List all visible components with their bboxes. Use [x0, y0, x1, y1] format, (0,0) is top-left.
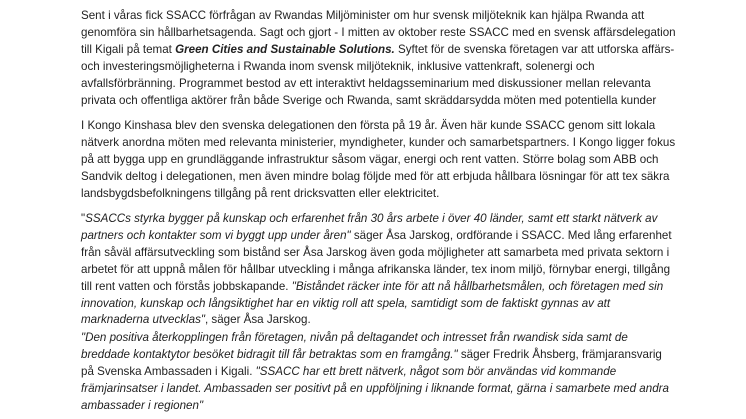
text-run: privata och offentliga aktörer från både Sverige och Rwanda, samt skräddarsydda möten med potentiella kunder — [81, 93, 657, 107]
italic-text-run: marknaderna utvecklas" — [81, 313, 205, 327]
text-run: till rent vatten och förstås jobbskapande. — [81, 279, 292, 293]
italic-text-run: partners och kontakter som vi byggt upp under åren" — [81, 228, 351, 242]
text-line — [81, 347, 681, 364]
text-line — [81, 330, 681, 347]
text-line — [81, 42, 681, 59]
text-run: Sent i våras fick SSACC förfrågan av Rwandas Miljöminister om hur svensk miljöteknik kan hjälpa Rwanda att — [81, 9, 645, 22]
paragraph-ambassador-quote — [81, 330, 681, 415]
italic-text-run: "SSACC har ett brett nätverk, något som bör användas vid kommande — [255, 364, 617, 378]
text-line — [81, 76, 681, 93]
text-line — [81, 152, 681, 169]
text-line — [81, 364, 681, 381]
italic-text-run: "Biståndet räcker inte för att nå hållbarhetsmålen, och företagen med sin — [291, 279, 664, 293]
text-line — [81, 312, 681, 329]
text-run: säger Fredrik Åhsberg, främjaransvarig — [457, 347, 662, 361]
text-run: på att bygga upp en grundläggande infrastruktur såsom vägar, energi och rent vatten. Större bolag som ABB och — [81, 152, 659, 166]
text-line — [81, 186, 681, 203]
italic-text-run: "Den positiva återkopplingen från företagen, nivån på deltagandet och intresset från rwandisk sida samt de — [81, 331, 628, 344]
text-line — [81, 228, 681, 245]
text-line — [81, 279, 681, 296]
italic-text-run: främjarinsatser i landet. Ambassaden ser positivt på en uppföljning i liknande format, gärna i samarbete med andra — [81, 381, 669, 395]
text-run: Sandvik deltog i delegationen, men även mindre bolag följde med för att erbjuda hållbara lösningar för att tex säkra — [81, 169, 670, 183]
text-run: från såväl affärsutveckling som bistånd ser Åsa Jarskog även goda möjligheter att samarbeta med privata sektorn i — [81, 245, 670, 259]
text-line — [81, 169, 681, 186]
text-line — [81, 262, 681, 279]
text-run: nätverk anordna möten med relevanta ministerier, myndigheter, kunder och samarbetspartners. I Kongo ligger fokus — [81, 135, 676, 149]
text-run: " — [81, 212, 86, 225]
text-line — [81, 245, 681, 262]
text-run: säger Åsa Jarskog, ordförande i SSACC. Med lång erfarenhet — [350, 228, 672, 242]
text-run: till Kigali på temat — [81, 42, 176, 56]
text-line — [81, 381, 681, 398]
italic-text-run: breddade kontaktytor besöket bidragit till får betraktas som en framgång." — [81, 347, 458, 361]
paragraph-kongo-kinshasa — [81, 118, 681, 203]
text-run: genomföra sin hållbarhetsagenda. Sagt och gjort - I mitten av oktober reste SSACC med en svensk affärsdelegation — [81, 25, 676, 39]
text-run: , säger Åsa Jarskog. — [204, 313, 311, 327]
text-run: avfallsförbränning. Programmet bestod av ett interaktivt heldagsseminarium med diskussioner mellan relevanta — [81, 76, 651, 90]
text-line — [81, 25, 681, 42]
text-line — [81, 296, 681, 313]
text-run: arbetet för att uppnå målen för hållbar utveckling i många afrikanska länder, tex inom miljö, förnybar energi, tillgång — [81, 262, 671, 276]
paragraph-rwanda-delegation — [81, 8, 681, 109]
text-run: på Svenska Ambassaden i Kigali. — [81, 364, 256, 378]
text-line — [81, 59, 681, 76]
italic-text-run: SSACCs styrka bygger på kunskap och erfarenhet från 30 års arbete i över 40 länder, samt ett starkt nätverk av — [85, 212, 658, 225]
italic-text-run: innovation, kunskap och långsiktighet har en viktig roll att spela, samtidigt som de faktiskt gynnas av att — [81, 296, 611, 310]
text-line — [81, 135, 681, 152]
paragraph-asa-jarskog-quote — [81, 211, 681, 329]
italic-text-run: ambassader i regionen" — [81, 398, 204, 412]
text-run: Syftet för de svenska företagen var att utforska affärs- — [394, 42, 675, 56]
text-run: I Kongo Kinshasa blev den svenska delegationen den första på 19 år. Även här kunde SSACC genom sitt lokala — [81, 119, 656, 132]
text-line — [81, 8, 681, 25]
text-line — [81, 211, 681, 228]
text-line — [81, 118, 681, 135]
text-line — [81, 398, 681, 415]
text-run: och investeringsmöjligheterna i Rwanda inom svensk miljöteknik, inklusive vattenkraft, solenergi och — [81, 59, 595, 73]
bold-italic-text-run: Green Cities and Sustainable Solutions. — [175, 42, 395, 56]
text-line — [81, 93, 681, 110]
text-run: landsbygdsbefolkningens tillgång på rent dricksvatten eller elektricitet. — [81, 186, 440, 200]
